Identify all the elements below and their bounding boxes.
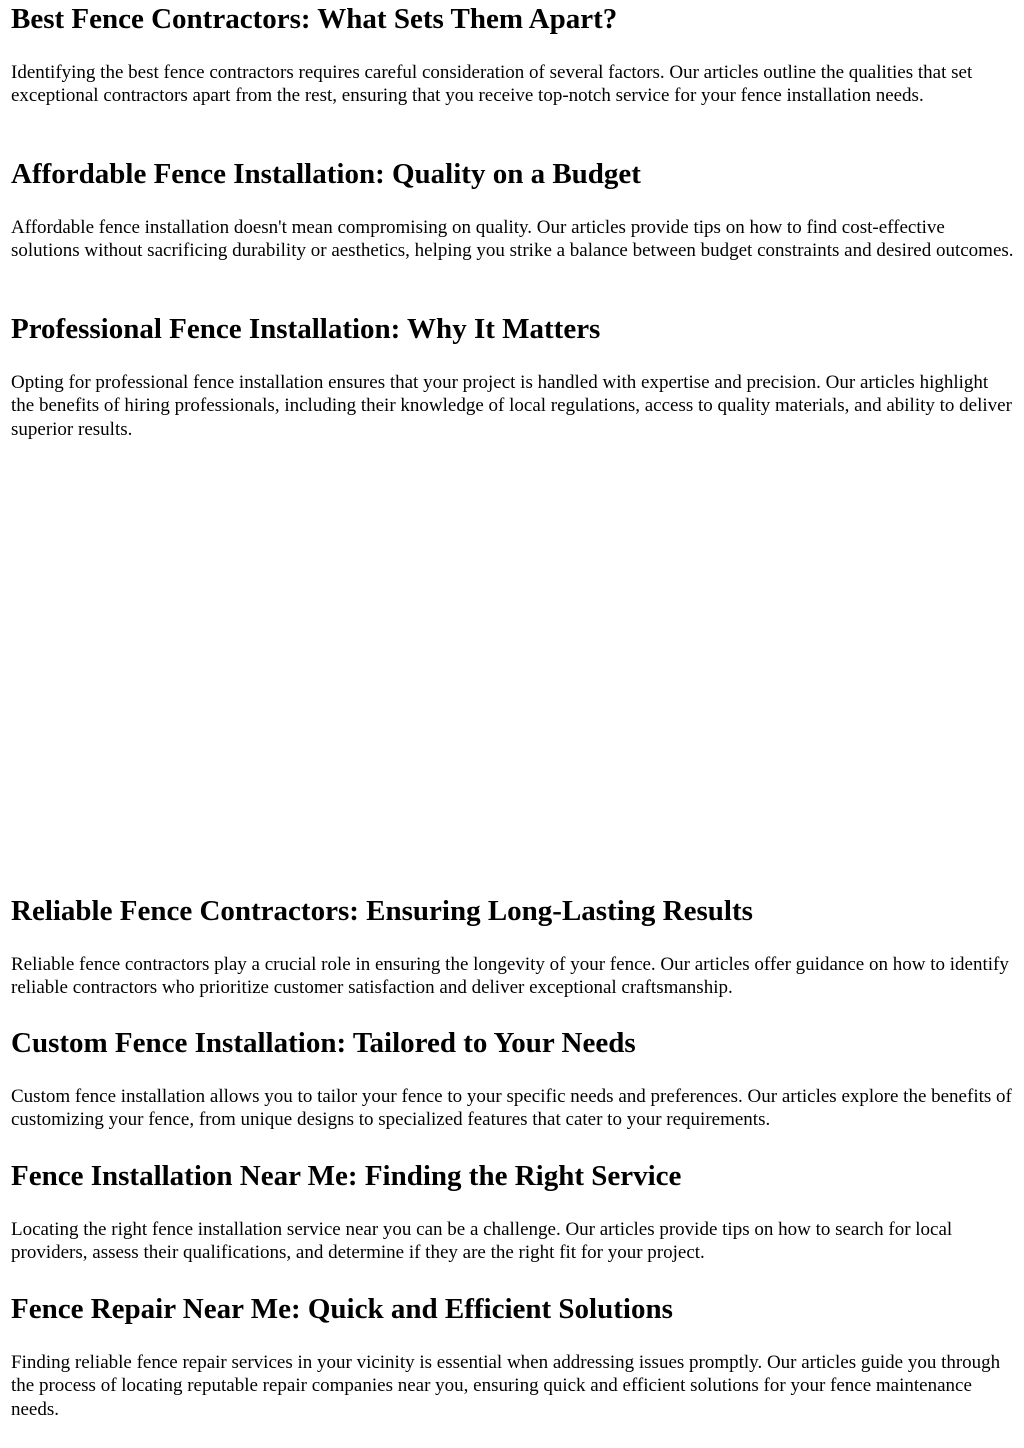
- section-fence-installation-near-me: [11, 1159, 1014, 1264]
- section-heading: Professional Fence Installation: Why It Matters: [11, 313, 601, 345]
- section-body: Identifying the best fence contractors requires careful consideration of several factors. Our articles outline the qualities that set exceptional contractors apart from the rest, ensuring that you receive top-notch service for your fence installation needs.: [11, 62, 973, 107]
- section-heading: Fence Installation Near Me: Finding the Right Service: [11, 1160, 682, 1192]
- section-body: Custom fence installation allows you to tailor your fence to your specific needs and preferences. Our articles explore the benefits of customizing your fence, from unique designs to specialized features that cater to your requirements.: [11, 1086, 1012, 1131]
- section-body: Locating the right fence installation service near you can be a challenge. Our articles provide tips on how to search for local providers, assess their qualifications, and determine if they are the right fit for your project.: [11, 1219, 953, 1264]
- section-heading: Fence Repair Near Me: Quick and Efficient Solutions: [11, 1293, 673, 1325]
- section-body: Reliable fence contractors play a crucial role in ensuring the longevity of your fence. Our articles offer guidance on how to identify reliable contractors who prioritize customer satisfaction and deliver exceptional craftsmanship.: [11, 954, 1009, 999]
- section-body: Opting for professional fence installation ensures that your project is handled with expertise and precision. Our articles highlight the benefits of hiring professionals, including their knowledge of local regulations, access to quality materials, and ability to deliver superior results.: [11, 372, 1012, 440]
- section-heading: Best Fence Contractors: What Sets Them Apart?: [11, 3, 618, 35]
- section-body: Finding reliable fence repair services in your vicinity is essential when addressing issues promptly. Our articles guide you through the process of locating reputable repair companies near you, ensuring quick and efficient solutions for your fence maintenance needs.: [11, 1352, 1001, 1420]
- section-best-fence-contractors: [11, 2, 1014, 107]
- section-heading: Custom Fence Installation: Tailored to Your Needs: [11, 1027, 636, 1059]
- section-body: Affordable fence installation doesn't mean compromising on quality. Our articles provide tips on how to find cost-effective solutions without sacrificing durability or aesthetics, helping you strike a balance between budget constraints and desired outcomes.: [11, 217, 1014, 262]
- section-reliable-fence-contractors: [11, 894, 1014, 999]
- section-heading: Affordable Fence Installation: Quality on a Budget: [11, 158, 641, 190]
- section-custom-fence-installation: [11, 1026, 1014, 1131]
- article-page: [11, 0, 1014, 1448]
- section-affordable-fence-installation: [11, 157, 1014, 262]
- section-fence-repair-near-me: [11, 1292, 1014, 1420]
- section-heading: Reliable Fence Contractors: Ensuring Long-Lasting Results: [11, 895, 753, 927]
- section-professional-fence-installation: [11, 312, 1014, 440]
